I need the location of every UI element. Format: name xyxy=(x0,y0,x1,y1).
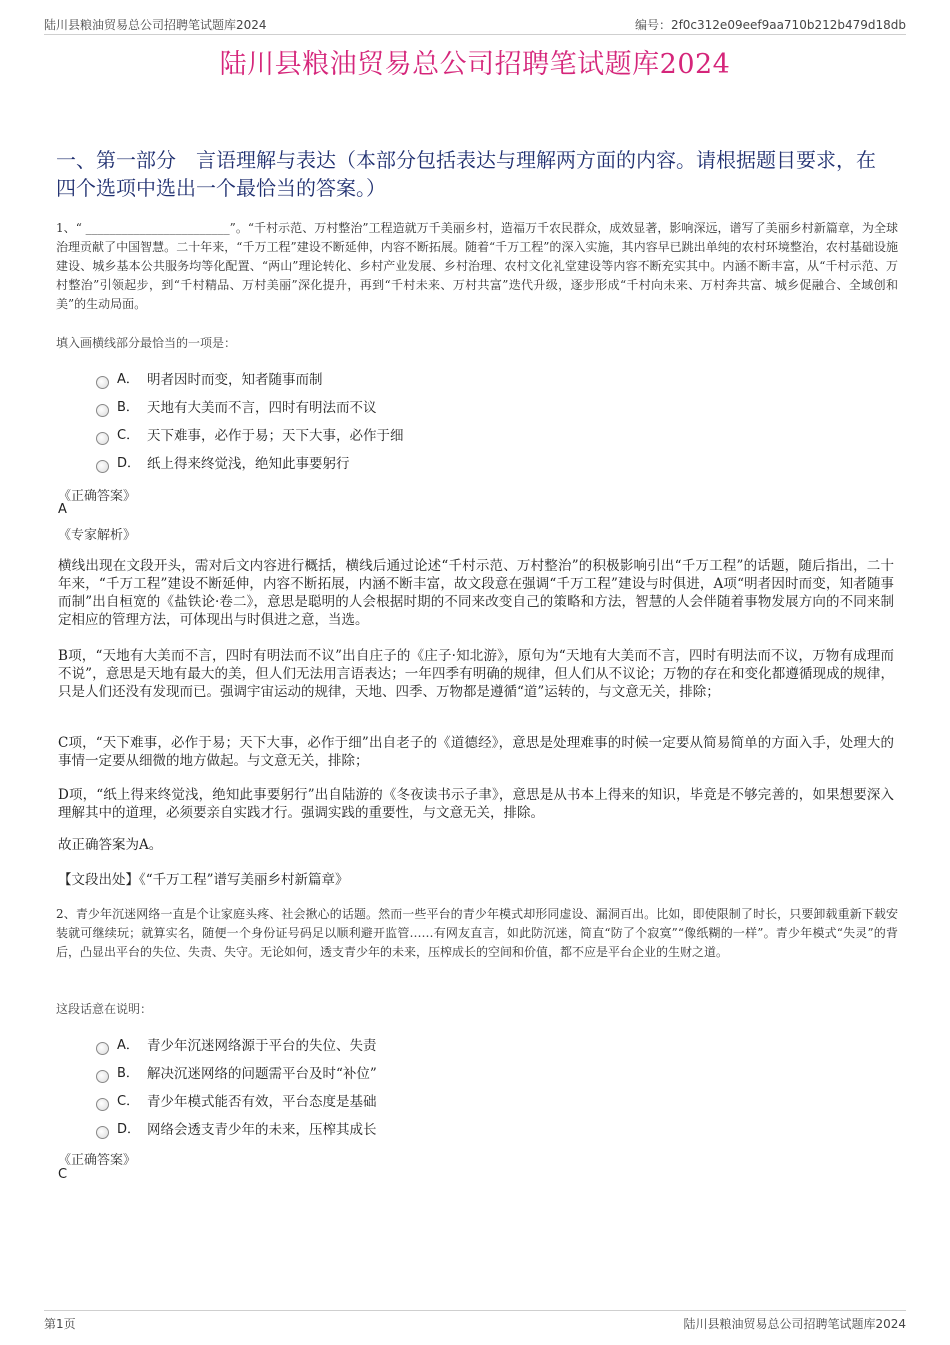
question-2-prompt: 这段话意在说明： xyxy=(56,1002,153,1016)
option-a[interactable] xyxy=(96,1032,377,1060)
option-text: 明者因时而变，知者随事而制 xyxy=(147,372,323,388)
page-number: 第1页 xyxy=(44,1317,76,1331)
radio-icon[interactable] xyxy=(96,1126,109,1139)
option-text: 青少年沉迷网络源于平台的失位、失责 xyxy=(147,1038,377,1054)
page-footer xyxy=(44,1310,906,1333)
option-b[interactable] xyxy=(96,394,404,422)
question-1-options xyxy=(96,366,404,478)
option-key: C． xyxy=(117,428,140,443)
option-text: 天下难事，必作于易；天下大事，必作于细 xyxy=(147,428,404,444)
analysis-paragraph: 横线出现在文段开头，需对后文内容进行概括，横线后通过论述“千村示范、万村整治”的积极影响引出“千万工程”的话题，随后指出，二十年来，“千万工程”建设不断延伸，内容不断拓展，内涵不断丰富，故文段意在强调“千万工程”建设与时俱进，A项“明者因时而变，知者随事而制”出自桓宽的《盐铁论·卷二》，意思是聪明的人会根据时期的不同来改变自己的策略和方法，智慧的人会伴随着事物发展方向的不同来制定相应的管理方法，可体现出与时俱进之意，当选。 xyxy=(58,558,894,628)
header-doc-id: 编号：2f0c312e09eef9aa710b212b479d18db xyxy=(634,18,906,32)
question-1-text: 1、“ ________________________”。“千村示范、万村整治”工程造就万千美丽乡村，造福万千农民群众，成效显著，影响深远，谱写了美丽乡村新篇章，为全球治理贡献了中国智慧。二十年来，“千万工程”建设不断延伸，内容不断拓展。随着“千万工程”的深入实施，其内容早已跳出单纯的农村环境整治，农村基础设施建设、城乡基本公共服务均等化配置、“两山”理论转化、乡村产业发展、乡村治理、农村文化礼堂建设等内容不断充实其中。内涵不断丰富，从“千村示范、万村整治”引领起步，到“千村精品、万村美丽”深化提升，再到“千村未来、万村共富”迭代升级，逐步形成“千村向未来、万村奔共富、城乡促融合、全域创和美”的生动局面。 xyxy=(56,221,898,311)
option-text: 解决沉迷网络的问题需平台及时“补位” xyxy=(147,1066,377,1082)
question-2-options xyxy=(96,1032,377,1144)
option-key: B． xyxy=(117,400,139,415)
radio-icon[interactable] xyxy=(96,1042,109,1055)
header-doc-title: 陆川县粮油贸易总公司招聘笔试题库2024 xyxy=(44,18,267,32)
radio-icon[interactable] xyxy=(96,432,109,445)
page-header xyxy=(44,14,906,35)
radio-icon[interactable] xyxy=(96,1070,109,1083)
radio-icon[interactable] xyxy=(96,376,109,389)
analysis-paragraph: C项，“天下难事，必作于易；天下大事，必作于细”出自老子的《道德经》，意思是处理难事的时候一定要从简易简单的方面入手，处理大的事情一定要从细微的地方做起。与文意无关，排除； xyxy=(58,735,894,769)
option-key: D． xyxy=(117,1122,141,1137)
option-c[interactable] xyxy=(96,422,404,450)
option-d[interactable] xyxy=(96,450,404,478)
question-1-prompt: 填入画横线部分最恰当的一项是： xyxy=(56,336,237,350)
document-title: 陆川县粮油贸易总公司招聘笔试题库2024 xyxy=(219,49,731,80)
option-text: 纸上得来终觉浅，绝知此事要躬行 xyxy=(147,456,350,472)
option-key: B． xyxy=(117,1066,139,1081)
option-d[interactable] xyxy=(96,1116,377,1144)
question-2-text: 2、青少年沉迷网络一直是个让家庭头疼、社会揪心的话题。然而一些平台的青少年模式却形同虚设、漏洞百出。比如，即使限制了时长，只要卸载重新下载安装就可继续玩；就算实名，随便一个身份证号码足以顺利避开监管……有网友直言，如此防沉迷，简直“防了个寂寞”“像纸糊的一样”。青少年模式“失灵”的背后，凸显出平台的失位、失责、失守。无论如何，透支青少年的未来，压榨成长的空间和价值，都不应是平台企业的生财之道。 xyxy=(56,907,898,959)
answer-value: C xyxy=(58,1167,68,1182)
analysis-paragraph: D项，“纸上得来终觉浅，绝知此事要躬行”出自陆游的《冬夜读书示子聿》，意思是从书本上得来的知识，毕竟是不够完善的，如果想要深入理解其中的道理，必须要亲自实践才行。强调实践的重要性，与文意无关，排除。 xyxy=(58,787,894,821)
radio-icon[interactable] xyxy=(96,460,109,473)
option-c[interactable] xyxy=(96,1088,377,1116)
option-text: 天地有大美而不言，四时有明法而不议 xyxy=(147,400,377,416)
footer-doc-title: 陆川县粮油贸易总公司招聘笔试题库2024 xyxy=(683,1317,906,1331)
analysis-paragraph: B项，“天地有大美而不言，四时有明法而不议”出自庄子的《庄子·知北游》，原句为“天地有大美而不言，四时有明法而不议，万物有成理而不说”，意思是天地有最大的美，但人们无法用言语表达；一年四季有明确的规律，但人们从不议论；万物的存在和变化都遵循现成的规律，只是人们还没有发现而已。强调宇宙运动的规律，天地、四季、万物都是遵循“道”运转的，与文意无关，排除； xyxy=(58,648,894,700)
option-key: A． xyxy=(117,1038,139,1053)
option-b[interactable] xyxy=(96,1060,377,1088)
option-key: A． xyxy=(117,372,139,387)
option-text: 青少年模式能否有效，平台态度是基础 xyxy=(147,1094,377,1110)
option-key: C． xyxy=(117,1094,140,1109)
section-heading: 一、第一部分 言语理解与表达（本部分包括表达与理解两方面的内容。请根据题目要求，在四个选项中选出一个最恰当的答案。） xyxy=(56,148,876,200)
passage-source: 【文段出处】《“千万工程”谱写美丽乡村新篇章》 xyxy=(58,872,349,888)
radio-icon[interactable] xyxy=(96,404,109,417)
analysis-label: 《专家解析》 xyxy=(58,528,137,543)
analysis-conclusion: 故正确答案为A。 xyxy=(58,837,163,853)
answer-value: A xyxy=(58,502,67,517)
answer-label: 《正确答案》 xyxy=(58,1153,137,1168)
option-text: 网络会透支青少年的未来，压榨其成长 xyxy=(147,1122,377,1138)
answer-label: 《正确答案》 xyxy=(58,489,137,504)
option-key: D． xyxy=(117,456,141,471)
option-a[interactable] xyxy=(96,366,404,394)
radio-icon[interactable] xyxy=(96,1098,109,1111)
